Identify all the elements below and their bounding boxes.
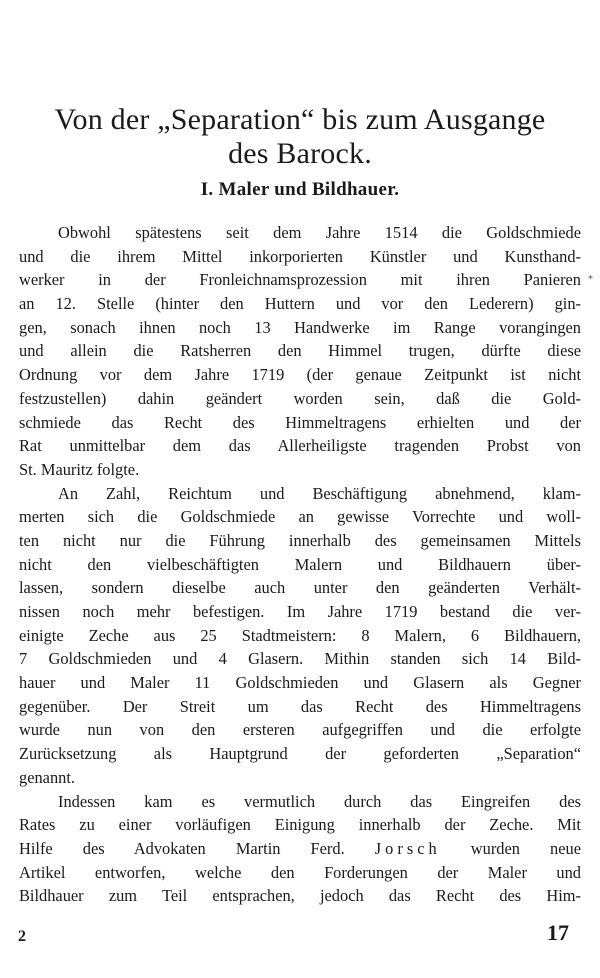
text-line: 7 Goldschmieden und 4 Glasern. Mithin standen sich 14 Bild- [19,649,581,669]
text-segment: Hilfe des Advokaten Martin Ferd. [19,838,345,858]
advocate-name: Jorsch [374,838,441,858]
text-line: nissen noch mehr befestigen. Im Jahre 1719 bestand die ver- [19,602,581,621]
margin-mark: * [588,274,593,285]
text-line: hauer und Maler 11 Goldschmieden und Glasern als Gegner [19,673,581,693]
text-line: St. Mauritz folgte. [19,459,140,479]
text-line: nicht den vielbeschäftigten Malern und Bildhauern über- [19,554,581,574]
text-line: merten sich die Goldschmiede an gewisse Vorrechte und woll- [19,507,581,527]
text-line: Indessen kam es vermutlich durch das Eingreifen des [58,791,581,811]
text-line: ten nicht nur die Führung innerhalb des gemeinsamen Mittels [19,530,581,550]
body-text [19,221,581,908]
page-number: 17 [547,920,569,945]
text-line: Zurücksetzung als Hauptgrund der geforderten „Separation“ [19,744,581,764]
text-line: und allein die Ratsherren den Himmel trugen, dürfte diese [19,341,581,361]
text-line: lassen, sondern dieselbe auch unter den geänderten Verhält- [19,578,581,598]
text-line: Rat unmittelbar dem das Allerheiligste tragenden Probst von [19,436,581,456]
text-line: wurde nun von den ersteren aufgegriffen und die erfolgte [19,720,581,740]
text-line: Artikel entworfen, welche den Forderungen der Maler und [19,862,581,882]
text-line: gen, sonach ihnen noch 13 Handwerke im Range vorangingen [19,317,581,337]
text-segment: wurden neue [470,838,581,858]
text-line: und die ihrem Mittel inkorporierten Künstler und Kunsthand- [19,246,581,266]
chapter-title-line-1: Von der „Separation“ bis zum Ausgange [54,103,546,136]
text-line: genannt. [19,767,75,787]
text-line: Rates zu einer vorläufigen Einigung innerhalb der Zeche. Mit [19,815,581,835]
chapter-title-line-2: des Barock. [228,137,372,170]
section-subtitle: I. Maler und Bildhauer. [200,179,400,200]
text-line: Obwohl spätestens seit dem Jahre 1514 die Goldschmiede [58,223,581,242]
text-line: festzustellen) dahin geändert worden sein, daß die Gold- [19,388,581,408]
text-line: einigte Zeche aus 25 Stadtmeistern: 8 Malern, 6 Bildhauern, [19,625,581,645]
text-line: Bildhauer zum Teil entsprachen, jedoch das Recht des Him- [19,886,581,906]
text-line: gegenüber. Der Streit um das Recht des Himmeltragens [19,696,581,716]
signature-mark: 2 [18,928,26,945]
text-line: an 12. Stelle (hinter den Huttern und vor den Lederern) gin- [19,294,581,314]
text-line [19,837,581,861]
text-line: Ordnung vor dem Jahre 1719 (der genaue Zeitpunkt ist nicht [19,365,581,385]
text-line: An Zahl, Reichtum und Beschäftigung abnehmend, klam- [58,483,581,503]
text-line: werker in der Fronleichnamsprozession mit ihren Panieren [19,270,581,290]
text-line: schmiede das Recht des Himmeltragens erhielten und der [19,412,581,432]
